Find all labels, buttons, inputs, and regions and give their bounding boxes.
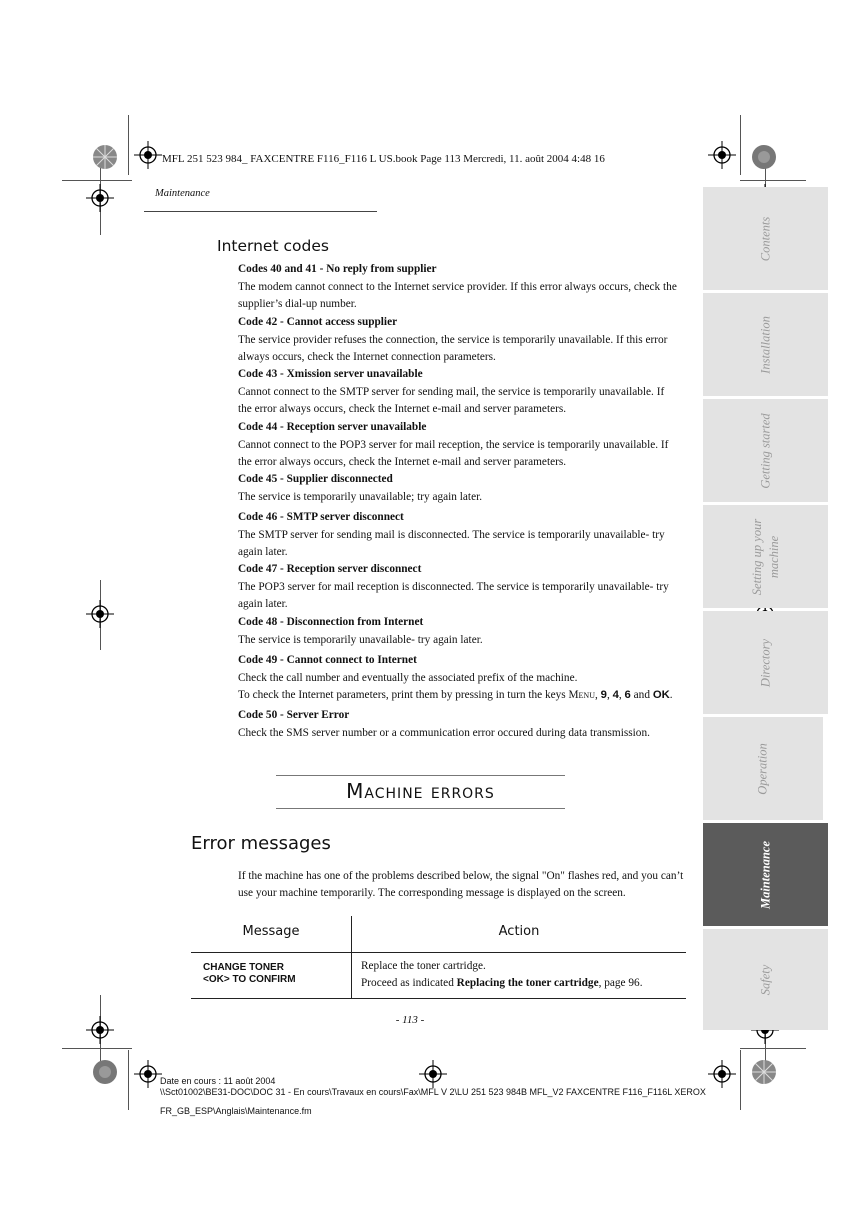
key-9: 9	[600, 689, 607, 701]
text-line: The POP3 server for mail reception is disconnected. The service is temporarily unavailable- try	[238, 581, 669, 593]
code-heading: Code 47 - Reception server disconnect	[238, 563, 422, 575]
tab-directory[interactable]	[703, 611, 828, 714]
link-ref: Replacing the toner cartridge	[456, 977, 599, 989]
tab-label: Safety	[758, 964, 772, 995]
running-head: Maintenance	[155, 188, 210, 199]
footer-date: Date en cours : 11 août 2004	[160, 1076, 276, 1086]
text-span: ,	[594, 689, 601, 701]
text-span: Proceed as indicated	[361, 977, 457, 989]
tab-maintenance[interactable]	[703, 823, 828, 926]
registration-mark-icon	[86, 600, 114, 628]
registration-mark-icon	[708, 1060, 736, 1088]
text-line: Cannot connect to the POP3 server for mail reception, the service is temporarily unavailable. If	[238, 439, 669, 451]
crop-line	[740, 1048, 806, 1049]
registration-mark-icon	[86, 184, 114, 212]
book-header-line: MFL 251 523 984_ FAXCENTRE F116_F116 L US.book Page 113 Mercredi, 11. août 2004 4:48 16	[162, 153, 605, 165]
tab-label: Directory	[758, 638, 772, 687]
text-line: The service is temporarily unavailable- try again later.	[238, 634, 483, 646]
tab-label-line: Setting up your	[749, 518, 764, 595]
key-ok: OK	[652, 689, 670, 701]
crop-line	[740, 180, 806, 181]
crop-line	[128, 115, 129, 175]
tab-label: Operation	[755, 742, 770, 795]
code-description	[238, 725, 698, 742]
grey-wheel-icon	[92, 144, 118, 170]
text-span: and	[630, 689, 653, 701]
grey-wheel-icon	[92, 1059, 118, 1085]
crop-line	[740, 115, 741, 175]
crop-line	[128, 1050, 129, 1110]
table-header-rule	[191, 952, 686, 953]
tab-label: Installation	[758, 315, 772, 374]
text-line: Check the call number and eventually the associated prefix of the machine.	[238, 672, 578, 684]
code-heading: Codes 40 and 41 - No reply from supplier	[238, 263, 437, 275]
tab-contents[interactable]	[703, 187, 828, 290]
machine-errors-title: Machine errors	[346, 779, 495, 803]
table-row-message	[203, 962, 296, 986]
text-line: The service provider refuses the connection, the service is temporarily unavailable. If this error	[238, 334, 668, 346]
table-header-message: Message	[242, 924, 300, 939]
code-heading: Code 50 - Server Error	[238, 709, 350, 721]
crop-line	[62, 1048, 132, 1049]
header-rule	[144, 211, 377, 212]
crop-line	[62, 180, 132, 181]
registration-mark-icon	[86, 1016, 114, 1044]
table-header-action: Action	[498, 924, 540, 939]
registration-mark-icon	[708, 141, 736, 169]
table-row-action	[361, 958, 686, 992]
text-line: CHANGE TONER	[203, 962, 284, 973]
page-number: - 113 -	[395, 1014, 425, 1026]
code-description	[238, 279, 698, 313]
tab-installation[interactable]	[703, 293, 828, 396]
tab-label	[749, 518, 783, 594]
tab-label: Contents	[758, 216, 772, 261]
text-line: the error always occurs, check the Internet e-mail and server parameters.	[238, 456, 567, 468]
text-line: The SMTP server for sending mail is disconnected. The service is temporarily unavailable- try	[238, 529, 665, 541]
text-line: use your machine temporarily. The corresponding message is displayed on the screen.	[238, 887, 626, 899]
error-messages-intro	[238, 868, 698, 902]
key-menu: Menu	[568, 689, 595, 701]
code-description	[238, 332, 698, 366]
footer-file: FR_GB_ESP\Anglais\Maintenance.fm	[160, 1106, 312, 1116]
grey-wheel-icon	[751, 144, 777, 170]
code-description	[238, 632, 698, 649]
text-span: ,	[606, 689, 613, 701]
registration-mark-icon	[134, 1060, 162, 1088]
text-span: , page 96.	[598, 977, 643, 989]
code-heading: Code 49 - Cannot connect to Internet	[238, 654, 417, 666]
code-heading: Code 46 - SMTP server disconnect	[238, 511, 404, 523]
section-title-internet-codes: Internet codes	[217, 237, 329, 255]
table-bottom-rule	[191, 998, 686, 999]
tab-operation[interactable]	[703, 717, 823, 820]
text-span: ,	[618, 689, 625, 701]
text-line: Cannot connect to the SMTP server for sending mail, the service is temporarily unavailable. If	[238, 386, 665, 398]
code-description	[238, 670, 698, 704]
code-description	[238, 437, 698, 471]
text-line: <OK> TO CONFIRM	[203, 974, 296, 985]
text-line: supplier’s dial-up number.	[238, 298, 357, 310]
text-line: The service is temporarily unavailable; try again later.	[238, 491, 483, 503]
footer-path: \\Sct01002\BE31-DOC\DOC 31 - En cours\Travaux en cours\Fax\MFL V 2\LU 251 523 984B MFL_V2 FAXCENTRE F116_F116L XEROX	[160, 1087, 706, 1097]
code-heading: Code 44 - Reception server unavailable	[238, 421, 427, 433]
code-heading: Code 45 - Supplier disconnected	[238, 473, 393, 485]
code-description	[238, 579, 698, 613]
text-line	[361, 975, 686, 992]
registration-mark-icon	[134, 141, 162, 169]
code-description	[238, 489, 698, 506]
code-heading: Code 43 - Xmission server unavailable	[238, 368, 423, 380]
code-heading: Code 48 - Disconnection from Internet	[238, 616, 424, 628]
crop-line	[740, 1050, 741, 1110]
section-title-error-messages: Error messages	[191, 833, 331, 854]
tab-setting-up[interactable]	[703, 505, 828, 608]
tab-safety[interactable]	[703, 929, 828, 1030]
tab-label-line: machine	[766, 535, 781, 578]
text-span: .	[669, 689, 673, 701]
key-6: 6	[624, 689, 631, 701]
text-line: always occurs, check the Internet connection parameters.	[238, 351, 496, 363]
text-span: To check the Internet parameters, print them by pressing in turn the keys	[238, 689, 569, 701]
key-4: 4	[612, 689, 619, 701]
text-line: Replace the toner cartridge.	[361, 960, 486, 972]
machine-errors-banner	[276, 775, 565, 809]
tab-getting-started[interactable]	[703, 399, 828, 502]
text-line: again later.	[238, 546, 288, 558]
grey-wheel-icon	[751, 1059, 777, 1085]
text-line	[238, 687, 698, 704]
code-description	[238, 527, 698, 561]
tab-label: Getting started	[758, 412, 772, 489]
text-line: again later.	[238, 598, 288, 610]
text-line: The modem cannot connect to the Internet service provider. If this error always occurs, check the	[238, 281, 677, 293]
code-description	[238, 384, 698, 418]
footer-meta	[160, 1076, 706, 1117]
tab-label: Maintenance	[758, 840, 772, 909]
text-line: If the machine has one of the problems described below, the signal "On" flashes red, and you can’t	[238, 870, 684, 882]
text-line: Check the SMS server number or a communication error occured during data transmission.	[238, 727, 650, 739]
text-line: the error always occurs, check the Internet e-mail and server parameters.	[238, 403, 567, 415]
code-heading: Code 42 - Cannot access supplier	[238, 316, 398, 328]
